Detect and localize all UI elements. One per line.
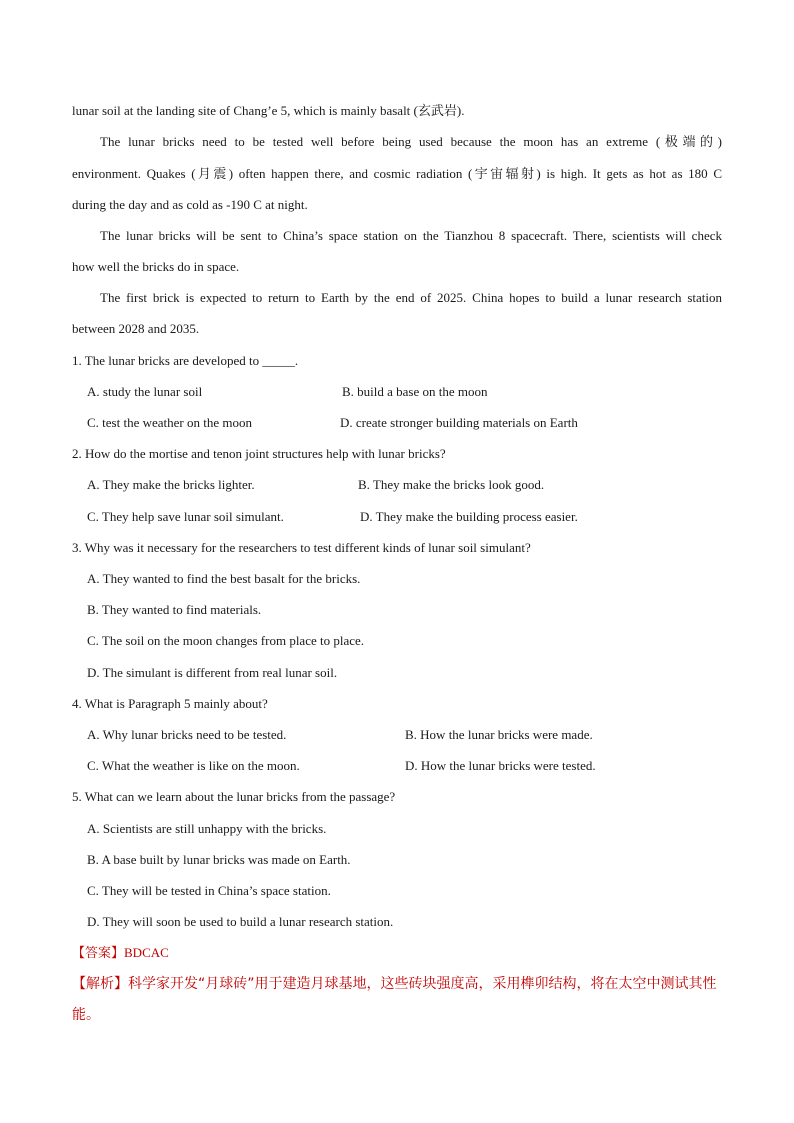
option-d: D. They will soon be used to build a lunar research station.: [87, 914, 394, 929]
option-b: B. A base built by lunar bricks was made on Earth.: [87, 852, 351, 867]
option-d: D. How the lunar bricks were tested.: [405, 758, 596, 773]
passage-line: between 2028 and 2035.: [72, 321, 200, 336]
option-c: C. They help save lunar soil simulant.: [87, 509, 284, 524]
passage-line: lunar soil at the landing site of Chang’e 5, which is mainly basalt (玄武岩).: [72, 103, 465, 118]
passage-line: environment. Quakes (月震) often happen there, and cosmic radiation (宇宙辐射) is high. It gets as hot as 180 C: [72, 166, 722, 181]
option-a: A. study the lunar soil: [87, 384, 203, 399]
question-stem: 3. Why was it necessary for the researchers to test different kinds of lunar soil simulant?: [72, 540, 531, 555]
option-c: C. test the weather on the moon: [87, 415, 252, 430]
option-b: B. They make the bricks look good.: [358, 477, 545, 492]
question-stem: 1. The lunar bricks are developed to _____.: [72, 353, 299, 368]
passage-line: The lunar bricks will be sent to China’s space station on the Tianzhou 8 spacecraft. There, scientists will check: [100, 228, 722, 243]
passage-line: The first brick is expected to return to Earth by the end of 2025. China hopes to build a lunar research station: [100, 290, 722, 305]
passage-line: The lunar bricks need to be tested well before being used because the moon has an extreme (极端的): [100, 134, 722, 149]
option-c: C. They will be tested in China’s space station.: [87, 883, 331, 898]
option-b: B. They wanted to find materials.: [87, 602, 262, 617]
answer-label: 【答案】: [72, 946, 125, 961]
passage-line: during the day and as cold as -190 C at night.: [72, 197, 308, 212]
analysis-label: 【解析】: [72, 976, 128, 992]
option-d: D. The simulant is different from real lunar soil.: [87, 665, 338, 680]
question-stem: 2. How do the mortise and tenon joint structures help with lunar bricks?: [72, 446, 446, 461]
option-d: D. create stronger building materials on Earth: [340, 415, 578, 430]
answer-line: [72, 945, 169, 962]
option-c: C. What the weather is like on the moon.: [87, 758, 300, 773]
option-a: A. They wanted to find the best basalt for the bricks.: [87, 571, 361, 586]
option-a: A. Scientists are still unhappy with the bricks.: [87, 821, 327, 836]
passage-line: how well the bricks do in space.: [72, 259, 240, 274]
analysis-block: [72, 969, 722, 1031]
analysis-text: 科学家开发“月球砖”用于建造月球基地，这些砖块强度高，采用榫卯结构，将在太空中测试其性能。: [72, 976, 717, 1023]
option-b: B. How the lunar bricks were made.: [405, 727, 593, 742]
answer-value: BDCAC: [124, 945, 169, 960]
question-stem: 5. What can we learn about the lunar bricks from the passage?: [72, 789, 396, 804]
question-stem: 4. What is Paragraph 5 mainly about?: [72, 696, 268, 711]
option-b: B. build a base on the moon: [342, 384, 488, 399]
option-a: A. Why lunar bricks need to be tested.: [87, 727, 287, 742]
option-a: A. They make the bricks lighter.: [87, 477, 255, 492]
option-d: D. They make the building process easier.: [360, 509, 578, 524]
option-c: C. The soil on the moon changes from place to place.: [87, 633, 365, 648]
